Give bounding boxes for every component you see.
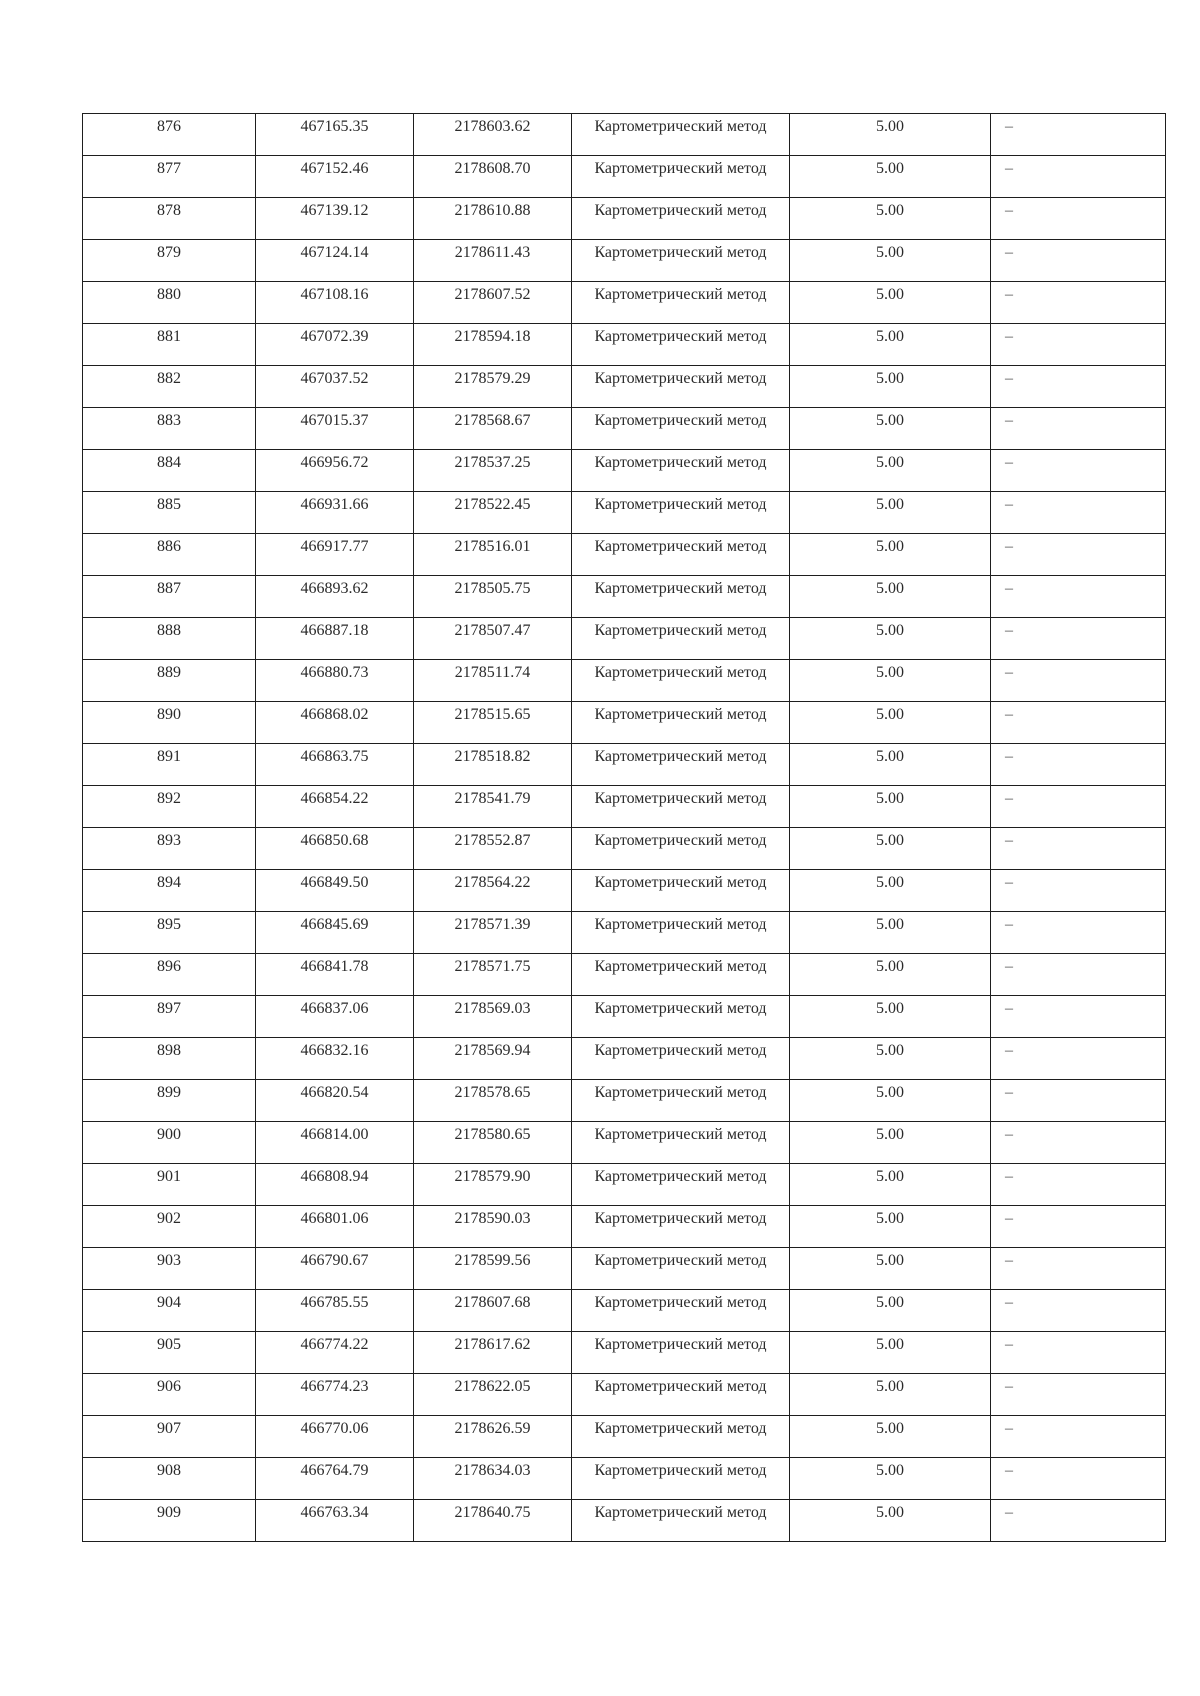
description-cell: – (991, 450, 1166, 492)
method-cell: Картометрический метод (572, 870, 790, 912)
y-coordinate-cell: 2178610.88 (414, 198, 572, 240)
y-coordinate-cell: 2178594.18 (414, 324, 572, 366)
accuracy-cell: 5.00 (790, 1332, 991, 1374)
description-cell: – (991, 324, 1166, 366)
y-coordinate-cell: 2178569.03 (414, 996, 572, 1038)
description-cell: – (991, 1332, 1166, 1374)
y-coordinate-cell: 2178607.52 (414, 282, 572, 324)
description-cell: – (991, 1122, 1166, 1164)
point-number-cell: 887 (83, 576, 256, 618)
method-cell: Картометрический метод (572, 1416, 790, 1458)
point-number-cell: 882 (83, 366, 256, 408)
x-coordinate-cell: 466832.16 (256, 1038, 414, 1080)
point-number-cell: 893 (83, 828, 256, 870)
description-cell: – (991, 618, 1166, 660)
description-cell: – (991, 1164, 1166, 1206)
table-row (83, 1290, 1166, 1332)
description-cell: – (991, 912, 1166, 954)
description-cell: – (991, 114, 1166, 156)
accuracy-cell: 5.00 (790, 1500, 991, 1542)
description-cell: – (991, 198, 1166, 240)
point-number-cell: 890 (83, 702, 256, 744)
table-row (83, 1458, 1166, 1500)
y-coordinate-cell: 2178608.70 (414, 156, 572, 198)
y-coordinate-cell: 2178571.39 (414, 912, 572, 954)
y-coordinate-cell: 2178634.03 (414, 1458, 572, 1500)
accuracy-cell: 5.00 (790, 1374, 991, 1416)
accuracy-cell: 5.00 (790, 1122, 991, 1164)
x-coordinate-cell: 467108.16 (256, 282, 414, 324)
y-coordinate-cell: 2178622.05 (414, 1374, 572, 1416)
method-cell: Картометрический метод (572, 576, 790, 618)
x-coordinate-cell: 466841.78 (256, 954, 414, 996)
description-cell: – (991, 870, 1166, 912)
accuracy-cell: 5.00 (790, 660, 991, 702)
description-cell: – (991, 702, 1166, 744)
point-number-cell: 908 (83, 1458, 256, 1500)
method-cell: Картометрический метод (572, 450, 790, 492)
x-coordinate-cell: 466849.50 (256, 870, 414, 912)
table-row (83, 450, 1166, 492)
description-cell: – (991, 1248, 1166, 1290)
description-cell: – (991, 576, 1166, 618)
accuracy-cell: 5.00 (790, 324, 991, 366)
x-coordinate-cell: 466801.06 (256, 1206, 414, 1248)
table-row (83, 324, 1166, 366)
method-cell: Картометрический метод (572, 114, 790, 156)
accuracy-cell: 5.00 (790, 1080, 991, 1122)
method-cell: Картометрический метод (572, 618, 790, 660)
x-coordinate-cell: 467015.37 (256, 408, 414, 450)
description-cell: – (991, 1500, 1166, 1542)
y-coordinate-cell: 2178579.90 (414, 1164, 572, 1206)
accuracy-cell: 5.00 (790, 408, 991, 450)
table-row (83, 366, 1166, 408)
x-coordinate-cell: 466774.23 (256, 1374, 414, 1416)
point-number-cell: 889 (83, 660, 256, 702)
x-coordinate-cell: 467072.39 (256, 324, 414, 366)
coordinates-table (82, 113, 1166, 1542)
table-row (83, 870, 1166, 912)
accuracy-cell: 5.00 (790, 618, 991, 660)
point-number-cell: 907 (83, 1416, 256, 1458)
accuracy-cell: 5.00 (790, 786, 991, 828)
y-coordinate-cell: 2178505.75 (414, 576, 572, 618)
x-coordinate-cell: 466850.68 (256, 828, 414, 870)
table-row (83, 282, 1166, 324)
point-number-cell: 902 (83, 1206, 256, 1248)
table-row (83, 996, 1166, 1038)
description-cell: – (991, 1458, 1166, 1500)
table-row (83, 912, 1166, 954)
method-cell: Картометрический метод (572, 1374, 790, 1416)
description-cell: – (991, 1374, 1166, 1416)
method-cell: Картометрический метод (572, 492, 790, 534)
point-number-cell: 909 (83, 1500, 256, 1542)
description-cell: – (991, 744, 1166, 786)
point-number-cell: 885 (83, 492, 256, 534)
point-number-cell: 896 (83, 954, 256, 996)
method-cell: Картометрический метод (572, 1248, 790, 1290)
table-row (83, 1374, 1166, 1416)
method-cell: Картометрический метод (572, 954, 790, 996)
accuracy-cell: 5.00 (790, 702, 991, 744)
point-number-cell: 898 (83, 1038, 256, 1080)
y-coordinate-cell: 2178516.01 (414, 534, 572, 576)
x-coordinate-cell: 466764.79 (256, 1458, 414, 1500)
y-coordinate-cell: 2178515.65 (414, 702, 572, 744)
x-coordinate-cell: 467037.52 (256, 366, 414, 408)
accuracy-cell: 5.00 (790, 912, 991, 954)
description-cell: – (991, 954, 1166, 996)
point-number-cell: 900 (83, 1122, 256, 1164)
accuracy-cell: 5.00 (790, 1038, 991, 1080)
description-cell: – (991, 1080, 1166, 1122)
y-coordinate-cell: 2178537.25 (414, 450, 572, 492)
y-coordinate-cell: 2178564.22 (414, 870, 572, 912)
description-cell: – (991, 240, 1166, 282)
y-coordinate-cell: 2178580.65 (414, 1122, 572, 1164)
accuracy-cell: 5.00 (790, 282, 991, 324)
method-cell: Картометрический метод (572, 408, 790, 450)
y-coordinate-cell: 2178603.62 (414, 114, 572, 156)
method-cell: Картометрический метод (572, 156, 790, 198)
method-cell: Картометрический метод (572, 366, 790, 408)
accuracy-cell: 5.00 (790, 1164, 991, 1206)
description-cell: – (991, 1416, 1166, 1458)
table-row (83, 534, 1166, 576)
point-number-cell: 884 (83, 450, 256, 492)
point-number-cell: 888 (83, 618, 256, 660)
point-number-cell: 877 (83, 156, 256, 198)
point-number-cell: 879 (83, 240, 256, 282)
y-coordinate-cell: 2178511.74 (414, 660, 572, 702)
method-cell: Картометрический метод (572, 534, 790, 576)
description-cell: – (991, 1206, 1166, 1248)
y-coordinate-cell: 2178507.47 (414, 618, 572, 660)
table-row (83, 954, 1166, 996)
description-cell: – (991, 156, 1166, 198)
method-cell: Картометрический метод (572, 1458, 790, 1500)
y-coordinate-cell: 2178569.94 (414, 1038, 572, 1080)
description-cell: – (991, 534, 1166, 576)
x-coordinate-cell: 467124.14 (256, 240, 414, 282)
table-row (83, 1080, 1166, 1122)
table-row (83, 1206, 1166, 1248)
x-coordinate-cell: 466845.69 (256, 912, 414, 954)
x-coordinate-cell: 467139.12 (256, 198, 414, 240)
description-cell: – (991, 786, 1166, 828)
method-cell: Картометрический метод (572, 240, 790, 282)
table-row (83, 576, 1166, 618)
y-coordinate-cell: 2178518.82 (414, 744, 572, 786)
accuracy-cell: 5.00 (790, 198, 991, 240)
point-number-cell: 895 (83, 912, 256, 954)
y-coordinate-cell: 2178578.65 (414, 1080, 572, 1122)
point-number-cell: 906 (83, 1374, 256, 1416)
table-row (83, 1122, 1166, 1164)
description-cell: – (991, 282, 1166, 324)
description-cell: – (991, 1038, 1166, 1080)
method-cell: Картометрический метод (572, 198, 790, 240)
method-cell: Картометрический метод (572, 1290, 790, 1332)
accuracy-cell: 5.00 (790, 1416, 991, 1458)
table-row (83, 702, 1166, 744)
description-cell: – (991, 996, 1166, 1038)
table-row (83, 198, 1166, 240)
x-coordinate-cell: 466956.72 (256, 450, 414, 492)
point-number-cell: 878 (83, 198, 256, 240)
x-coordinate-cell: 466868.02 (256, 702, 414, 744)
point-number-cell: 891 (83, 744, 256, 786)
point-number-cell: 880 (83, 282, 256, 324)
y-coordinate-cell: 2178568.67 (414, 408, 572, 450)
y-coordinate-cell: 2178522.45 (414, 492, 572, 534)
x-coordinate-cell: 466893.62 (256, 576, 414, 618)
description-cell: – (991, 660, 1166, 702)
accuracy-cell: 5.00 (790, 156, 991, 198)
x-coordinate-cell: 466820.54 (256, 1080, 414, 1122)
y-coordinate-cell: 2178541.79 (414, 786, 572, 828)
table-row (83, 492, 1166, 534)
method-cell: Картометрический метод (572, 1164, 790, 1206)
x-coordinate-cell: 466837.06 (256, 996, 414, 1038)
y-coordinate-cell: 2178552.87 (414, 828, 572, 870)
method-cell: Картометрический метод (572, 744, 790, 786)
y-coordinate-cell: 2178590.03 (414, 1206, 572, 1248)
x-coordinate-cell: 466790.67 (256, 1248, 414, 1290)
table-row (83, 786, 1166, 828)
x-coordinate-cell: 466770.06 (256, 1416, 414, 1458)
table-row (83, 1164, 1166, 1206)
x-coordinate-cell: 466814.00 (256, 1122, 414, 1164)
table-row (83, 240, 1166, 282)
accuracy-cell: 5.00 (790, 492, 991, 534)
method-cell: Картометрический метод (572, 1038, 790, 1080)
table-row (83, 660, 1166, 702)
method-cell: Картометрический метод (572, 702, 790, 744)
accuracy-cell: 5.00 (790, 576, 991, 618)
method-cell: Картометрический метод (572, 1122, 790, 1164)
x-coordinate-cell: 466808.94 (256, 1164, 414, 1206)
y-coordinate-cell: 2178579.29 (414, 366, 572, 408)
table-row (83, 744, 1166, 786)
y-coordinate-cell: 2178611.43 (414, 240, 572, 282)
table-row (83, 1500, 1166, 1542)
point-number-cell: 901 (83, 1164, 256, 1206)
table-row (83, 1416, 1166, 1458)
x-coordinate-cell: 466763.34 (256, 1500, 414, 1542)
y-coordinate-cell: 2178599.56 (414, 1248, 572, 1290)
accuracy-cell: 5.00 (790, 996, 991, 1038)
table-row (83, 114, 1166, 156)
description-cell: – (991, 828, 1166, 870)
accuracy-cell: 5.00 (790, 1206, 991, 1248)
method-cell: Картометрический метод (572, 324, 790, 366)
point-number-cell: 903 (83, 1248, 256, 1290)
description-cell: – (991, 492, 1166, 534)
accuracy-cell: 5.00 (790, 1290, 991, 1332)
accuracy-cell: 5.00 (790, 114, 991, 156)
accuracy-cell: 5.00 (790, 366, 991, 408)
x-coordinate-cell: 467152.46 (256, 156, 414, 198)
x-coordinate-cell: 466785.55 (256, 1290, 414, 1332)
y-coordinate-cell: 2178640.75 (414, 1500, 572, 1542)
method-cell: Картометрический метод (572, 1500, 790, 1542)
y-coordinate-cell: 2178607.68 (414, 1290, 572, 1332)
point-number-cell: 883 (83, 408, 256, 450)
method-cell: Картометрический метод (572, 912, 790, 954)
table-row (83, 1248, 1166, 1290)
point-number-cell: 881 (83, 324, 256, 366)
table-row (83, 828, 1166, 870)
point-number-cell: 876 (83, 114, 256, 156)
point-number-cell: 886 (83, 534, 256, 576)
accuracy-cell: 5.00 (790, 240, 991, 282)
description-cell: – (991, 1290, 1166, 1332)
x-coordinate-cell: 466863.75 (256, 744, 414, 786)
point-number-cell: 897 (83, 996, 256, 1038)
method-cell: Картометрический метод (572, 786, 790, 828)
point-number-cell: 899 (83, 1080, 256, 1122)
table-row (83, 1038, 1166, 1080)
accuracy-cell: 5.00 (790, 534, 991, 576)
table-row (83, 408, 1166, 450)
accuracy-cell: 5.00 (790, 870, 991, 912)
method-cell: Картометрический метод (572, 282, 790, 324)
y-coordinate-cell: 2178571.75 (414, 954, 572, 996)
accuracy-cell: 5.00 (790, 954, 991, 996)
y-coordinate-cell: 2178626.59 (414, 1416, 572, 1458)
method-cell: Картометрический метод (572, 660, 790, 702)
method-cell: Картометрический метод (572, 1080, 790, 1122)
x-coordinate-cell: 466917.77 (256, 534, 414, 576)
table-row (83, 1332, 1166, 1374)
table-row (83, 156, 1166, 198)
accuracy-cell: 5.00 (790, 744, 991, 786)
x-coordinate-cell: 466854.22 (256, 786, 414, 828)
point-number-cell: 894 (83, 870, 256, 912)
y-coordinate-cell: 2178617.62 (414, 1332, 572, 1374)
accuracy-cell: 5.00 (790, 1458, 991, 1500)
point-number-cell: 905 (83, 1332, 256, 1374)
point-number-cell: 892 (83, 786, 256, 828)
x-coordinate-cell: 466774.22 (256, 1332, 414, 1374)
accuracy-cell: 5.00 (790, 828, 991, 870)
method-cell: Картометрический метод (572, 1332, 790, 1374)
description-cell: – (991, 366, 1166, 408)
x-coordinate-cell: 466931.66 (256, 492, 414, 534)
accuracy-cell: 5.00 (790, 450, 991, 492)
x-coordinate-cell: 467165.35 (256, 114, 414, 156)
method-cell: Картометрический метод (572, 1206, 790, 1248)
method-cell: Картометрический метод (572, 828, 790, 870)
coordinates-table-body (83, 114, 1166, 1542)
x-coordinate-cell: 466887.18 (256, 618, 414, 660)
description-cell: – (991, 408, 1166, 450)
point-number-cell: 904 (83, 1290, 256, 1332)
x-coordinate-cell: 466880.73 (256, 660, 414, 702)
table-row (83, 618, 1166, 660)
method-cell: Картометрический метод (572, 996, 790, 1038)
accuracy-cell: 5.00 (790, 1248, 991, 1290)
